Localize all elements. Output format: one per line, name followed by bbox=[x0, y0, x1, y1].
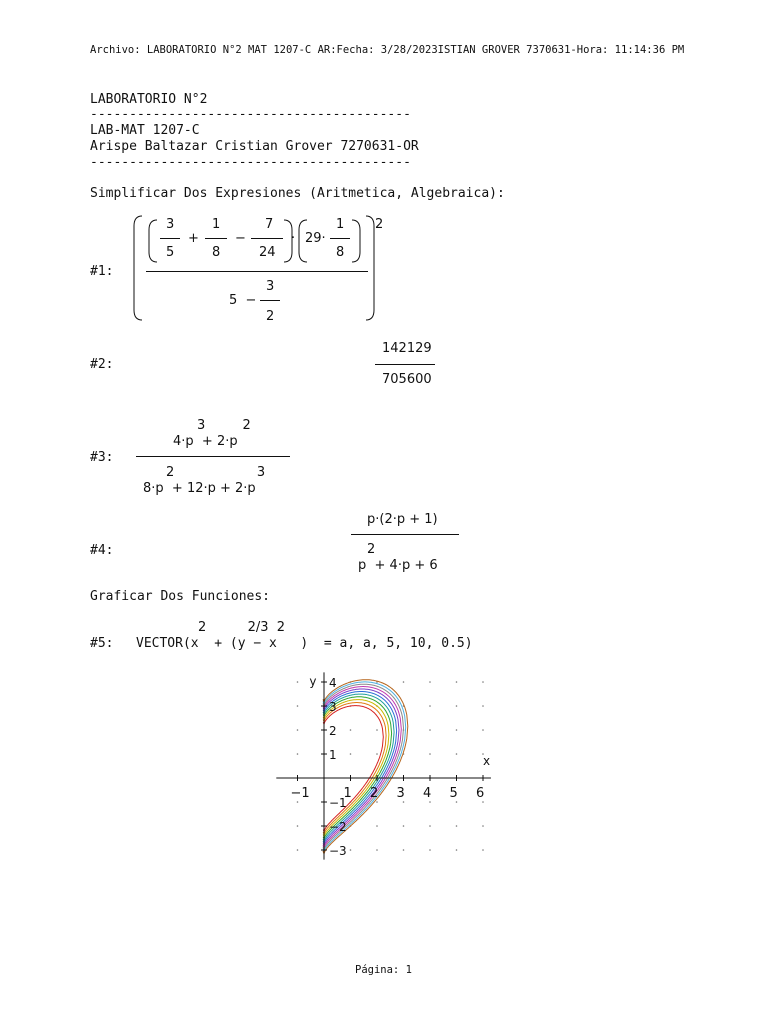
grid-dot bbox=[403, 849, 405, 851]
grid-dot bbox=[429, 705, 431, 707]
grid-dot bbox=[297, 681, 299, 683]
y-tick-label: 3 bbox=[329, 700, 337, 714]
grid-dot bbox=[482, 729, 484, 731]
grid-dot bbox=[429, 825, 431, 827]
grid-dot bbox=[403, 801, 405, 803]
expr-label: #4: bbox=[90, 543, 114, 558]
grid-dot bbox=[403, 825, 405, 827]
grid-dot bbox=[297, 753, 299, 755]
x-tick-label: −1 bbox=[290, 786, 310, 801]
y-tick-label: 1 bbox=[329, 748, 337, 762]
section-heading-simplify: Simplificar Dos Expresiones (Aritmetica, Algebraica): bbox=[90, 186, 505, 201]
grid-dot bbox=[376, 825, 378, 827]
file-header: Archivo: LABORATORIO N°2 MAT 1207-C AR:Fecha: 3/28/2023ISTIAN GROVER 7370631-Hora: 11:14:36 PM bbox=[90, 44, 685, 56]
frac-num: 3 bbox=[266, 279, 275, 294]
grid-dot bbox=[350, 729, 352, 731]
grid-dot bbox=[429, 681, 431, 683]
grid-dot bbox=[376, 801, 378, 803]
grid-dot bbox=[482, 681, 484, 683]
page-number: Página: 1 bbox=[355, 964, 412, 976]
numerator: p·(2·p + 1) bbox=[367, 512, 438, 527]
y-axis-label: y bbox=[309, 674, 317, 689]
expr-label: #2: bbox=[90, 357, 114, 372]
den-five-minus: 5 − bbox=[229, 293, 257, 308]
grid-dot bbox=[376, 849, 378, 851]
denominator: p + 4·p + 6 bbox=[358, 558, 438, 573]
op-dot: · bbox=[291, 231, 296, 246]
grid-dot bbox=[456, 705, 458, 707]
y-tick-label: −1 bbox=[329, 796, 347, 810]
grid-dot bbox=[297, 849, 299, 851]
frac-den: 24 bbox=[259, 245, 276, 260]
grid-dot bbox=[429, 753, 431, 755]
frac-den: 2 bbox=[266, 309, 275, 324]
x-tick-label: 4 bbox=[423, 786, 432, 801]
frac-den: 8 bbox=[212, 245, 221, 260]
frac-den: 705600 bbox=[382, 372, 432, 387]
grid-dot bbox=[482, 849, 484, 851]
grid-dot bbox=[456, 729, 458, 731]
grid-dot bbox=[297, 825, 299, 827]
frac-num: 1 bbox=[212, 217, 221, 232]
grid-dot bbox=[429, 849, 431, 851]
grid-dot bbox=[403, 681, 405, 683]
denominator: 8·p + 12·p + 2·p bbox=[143, 481, 256, 496]
grid-dot bbox=[482, 825, 484, 827]
y-tick-label: 4 bbox=[329, 676, 337, 690]
x-axis-label: x bbox=[483, 753, 491, 768]
x-tick-label: 3 bbox=[396, 786, 405, 801]
author-line: Arispe Baltazar Cristian Grover 7270631-OR bbox=[90, 139, 419, 154]
frac-den: 8 bbox=[336, 245, 345, 260]
rule-line: ----------------------------------------- bbox=[90, 107, 411, 122]
grid-dot bbox=[376, 729, 378, 731]
x-tick-label: 6 bbox=[476, 786, 485, 801]
coef-29: 29· bbox=[305, 231, 326, 246]
frac-den: 5 bbox=[166, 245, 175, 260]
y-tick-label: 2 bbox=[329, 724, 337, 738]
lab-title: LABORATORIO N°2 bbox=[90, 92, 208, 107]
grid-dot bbox=[456, 825, 458, 827]
op-minus: − bbox=[235, 231, 246, 246]
grid-dot bbox=[350, 753, 352, 755]
expr-label: #1: bbox=[90, 264, 114, 279]
section-heading-graph: Graficar Dos Funciones: bbox=[90, 589, 271, 604]
den-exponent: 2 bbox=[367, 542, 376, 557]
y-tick-label: −2 bbox=[329, 820, 347, 834]
x-tick-label: 2 bbox=[370, 786, 379, 801]
frac-num: 3 bbox=[166, 217, 175, 232]
vector-expression: VECTOR(x + (y − x ) = a, a, 5, 10, 0.5) bbox=[136, 636, 473, 651]
expr5-exponents: 2 2/3 2 bbox=[198, 620, 286, 635]
grid-dot bbox=[429, 801, 431, 803]
grid-dot bbox=[482, 801, 484, 803]
y-tick-label: −3 bbox=[329, 844, 347, 858]
rule-line: ----------------------------------------- bbox=[90, 155, 411, 170]
grid-dot bbox=[456, 681, 458, 683]
grid-dot bbox=[297, 705, 299, 707]
curve-a-5.5 bbox=[323, 703, 386, 835]
den-exponents: 2 3 bbox=[166, 465, 266, 480]
frac-num: 7 bbox=[265, 217, 274, 232]
frac-num: 1 bbox=[336, 217, 345, 232]
grid-dot bbox=[456, 801, 458, 803]
grid-dot bbox=[429, 729, 431, 731]
x-tick-label: 5 bbox=[449, 786, 458, 801]
expr-label: #3: bbox=[90, 450, 114, 465]
grid-dot bbox=[456, 849, 458, 851]
grid-dot bbox=[297, 801, 299, 803]
course-code: LAB-MAT 1207-C bbox=[90, 123, 200, 138]
frac-num: 142129 bbox=[382, 341, 432, 356]
op-plus: + bbox=[188, 231, 199, 246]
expr-label: #5: bbox=[90, 636, 114, 651]
exponent: 2 bbox=[375, 217, 384, 232]
grid-dot bbox=[456, 753, 458, 755]
grid-dot bbox=[350, 849, 352, 851]
x-tick-label: 1 bbox=[343, 786, 352, 801]
num-exponents: 3 2 bbox=[197, 418, 251, 433]
grid-dot bbox=[376, 753, 378, 755]
grid-dot bbox=[297, 729, 299, 731]
grid-dot bbox=[482, 705, 484, 707]
numerator: 4·p + 2·p bbox=[173, 434, 238, 449]
